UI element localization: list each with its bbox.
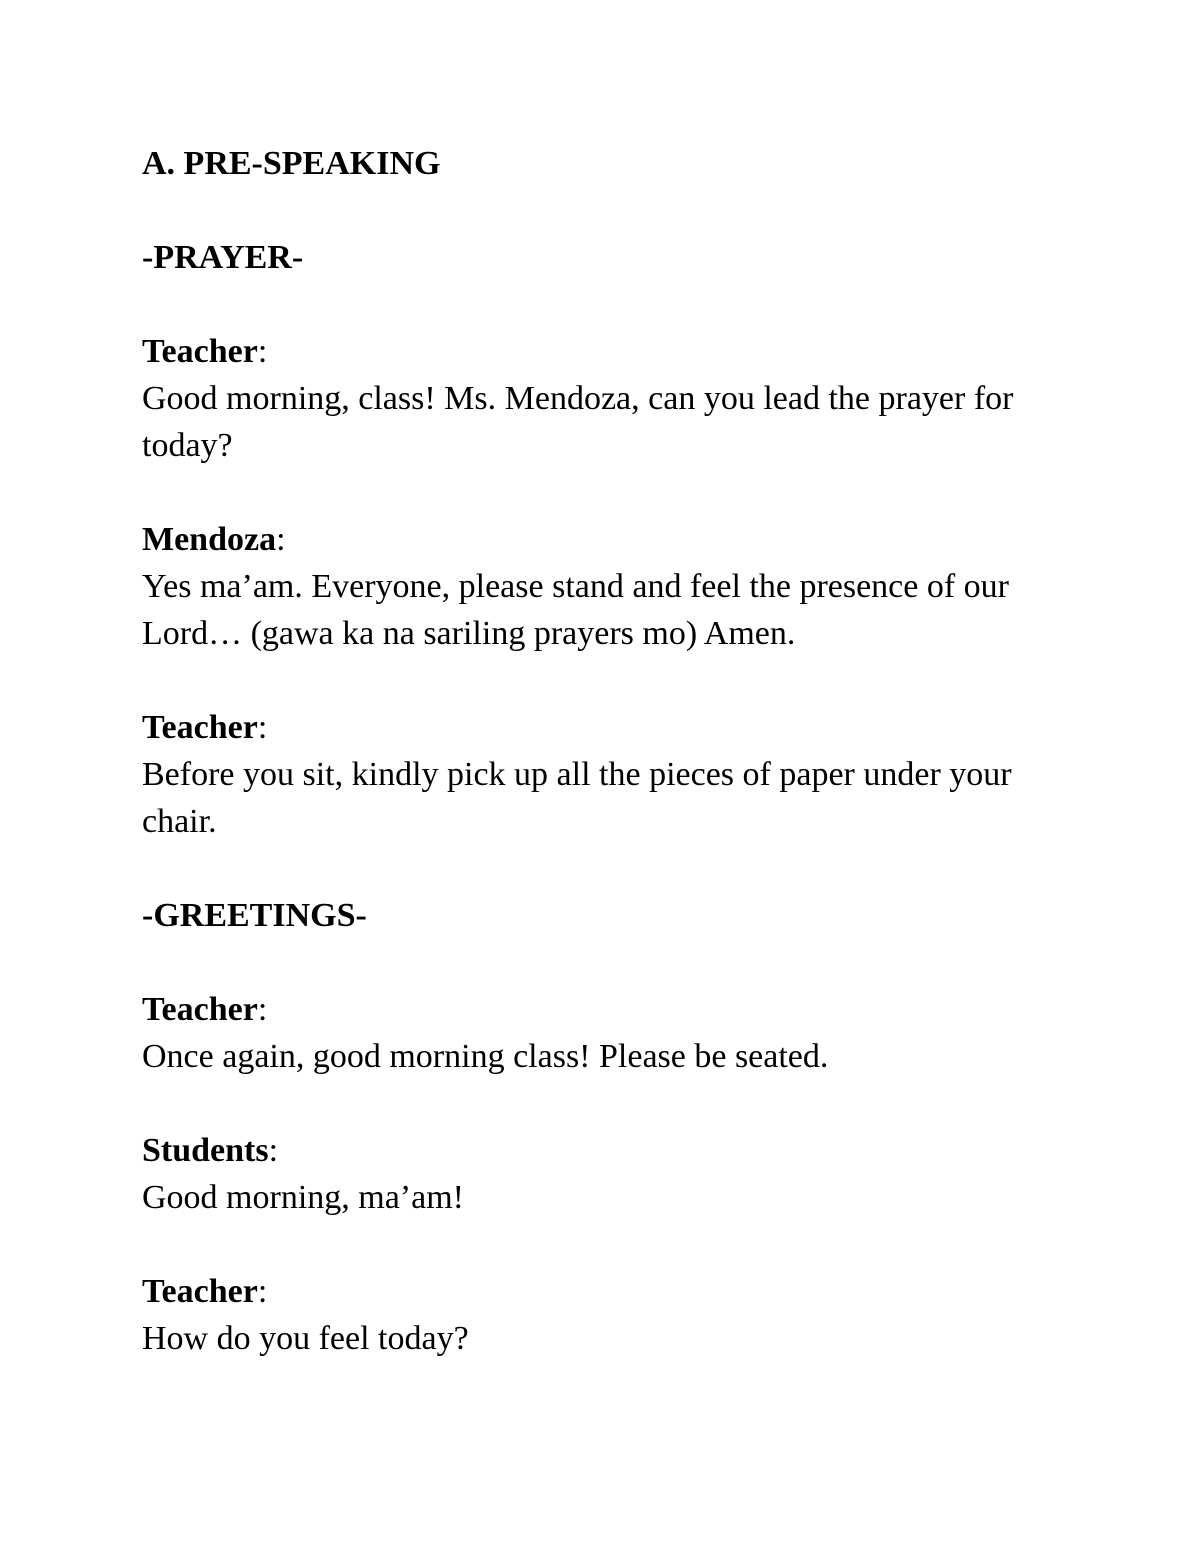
speaker-name: Students bbox=[142, 1132, 269, 1169]
speaker-label bbox=[142, 1268, 1067, 1315]
speaker-label bbox=[142, 704, 1067, 751]
spacer bbox=[142, 469, 1067, 516]
speaker-label bbox=[142, 986, 1067, 1033]
speaker-colon: : bbox=[257, 709, 268, 746]
speaker-name: Teacher bbox=[142, 333, 258, 370]
speech-line: Yes ma’am. Everyone, please stand and feel the presence of our bbox=[142, 568, 1009, 605]
document-page bbox=[142, 140, 1067, 1362]
speech-line: today? bbox=[142, 427, 233, 464]
speaker-label bbox=[142, 516, 1067, 563]
speaker-label bbox=[142, 328, 1067, 375]
dialogue-entry bbox=[142, 704, 1067, 845]
dialogue-entry bbox=[142, 1127, 1067, 1221]
speaker-name: Mendoza bbox=[142, 521, 277, 558]
spacer bbox=[142, 657, 1067, 704]
speech-line: Once again, good morning class! Please be seated. bbox=[142, 1038, 829, 1075]
speech-line: Good morning, class! Ms. Mendoza, can you lead the prayer for bbox=[142, 380, 1014, 417]
dialogue-entry bbox=[142, 1268, 1067, 1362]
spacer bbox=[142, 845, 1067, 892]
dialogue-entry bbox=[142, 328, 1067, 469]
dialogue-entry bbox=[142, 516, 1067, 657]
speech-line: Before you sit, kindly pick up all the pieces of paper under your bbox=[142, 756, 1012, 793]
speech-line: How do you feel today? bbox=[142, 1320, 469, 1357]
speaker-colon: : bbox=[257, 991, 268, 1028]
spacer bbox=[142, 281, 1067, 328]
speaker-name: Teacher bbox=[142, 991, 258, 1028]
speaker-colon: : bbox=[276, 521, 286, 558]
spacer bbox=[142, 1221, 1067, 1268]
section-title: A. PRE-SPEAKING bbox=[142, 145, 441, 182]
spacer bbox=[142, 187, 1067, 234]
speaker-label bbox=[142, 1127, 1067, 1174]
speaker-name: Teacher bbox=[142, 709, 258, 746]
dialogue-entry bbox=[142, 986, 1067, 1080]
speaker-colon: : bbox=[257, 1273, 268, 1310]
spacer bbox=[142, 1080, 1067, 1127]
subsection-title-prayer: -PRAYER- bbox=[142, 239, 304, 276]
speech-line: Good morning, ma’am! bbox=[142, 1179, 464, 1216]
speaker-colon: : bbox=[268, 1132, 279, 1169]
speech-line: chair. bbox=[142, 803, 217, 840]
spacer bbox=[142, 939, 1067, 986]
subsection-title-greetings: -GREETINGS- bbox=[142, 897, 367, 934]
speaker-colon: : bbox=[257, 333, 268, 370]
speech-line: Lord… (gawa ka na sariling prayers mo) Amen. bbox=[142, 615, 796, 652]
speaker-name: Teacher bbox=[142, 1273, 258, 1310]
